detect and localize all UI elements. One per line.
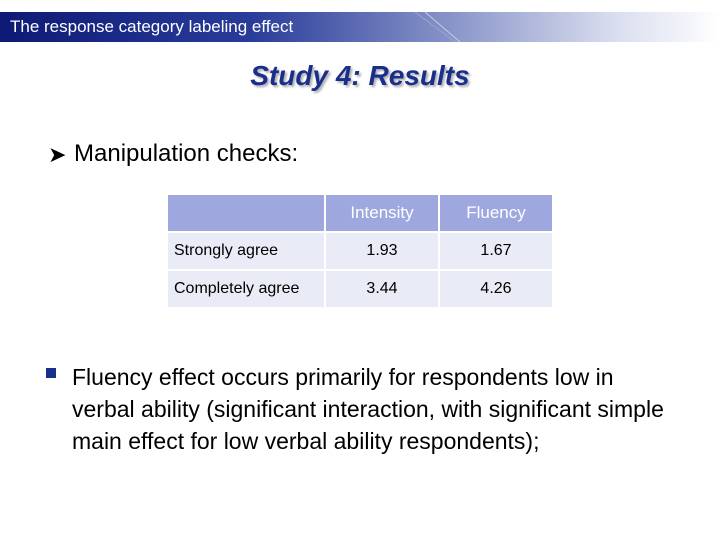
results-table — [166, 193, 554, 309]
column-header-fluency: Fluency — [440, 195, 552, 231]
cell-intensity: 1.93 — [326, 233, 438, 269]
cell-fluency: 1.67 — [440, 233, 552, 269]
row-label: Strongly agree — [168, 233, 324, 269]
table-corner-cell — [168, 195, 324, 231]
row-label: Completely agree — [168, 271, 324, 307]
bullet-fluency-effect: Fluency effect occurs primarily for respondents low in verbal ability (significant interaction, with significant simple main effect for low verbal ability respondents); — [72, 364, 664, 454]
slide-title: Study 4: Results — [250, 60, 470, 91]
table-row — [168, 271, 552, 307]
cell-intensity: 3.44 — [326, 271, 438, 307]
column-header-intensity: Intensity — [326, 195, 438, 231]
table-row — [168, 233, 552, 269]
table-header-row — [168, 195, 552, 231]
banner-swoosh-decoration — [400, 12, 720, 42]
cell-fluency: 4.26 — [440, 271, 552, 307]
square-bullet-icon — [46, 368, 56, 378]
bullet-manipulation-checks: Manipulation checks: — [74, 140, 299, 167]
header-banner — [0, 12, 720, 42]
arrow-bullet-icon: ➤ — [48, 142, 67, 167]
banner-title: The response category labeling effect — [10, 17, 294, 36]
